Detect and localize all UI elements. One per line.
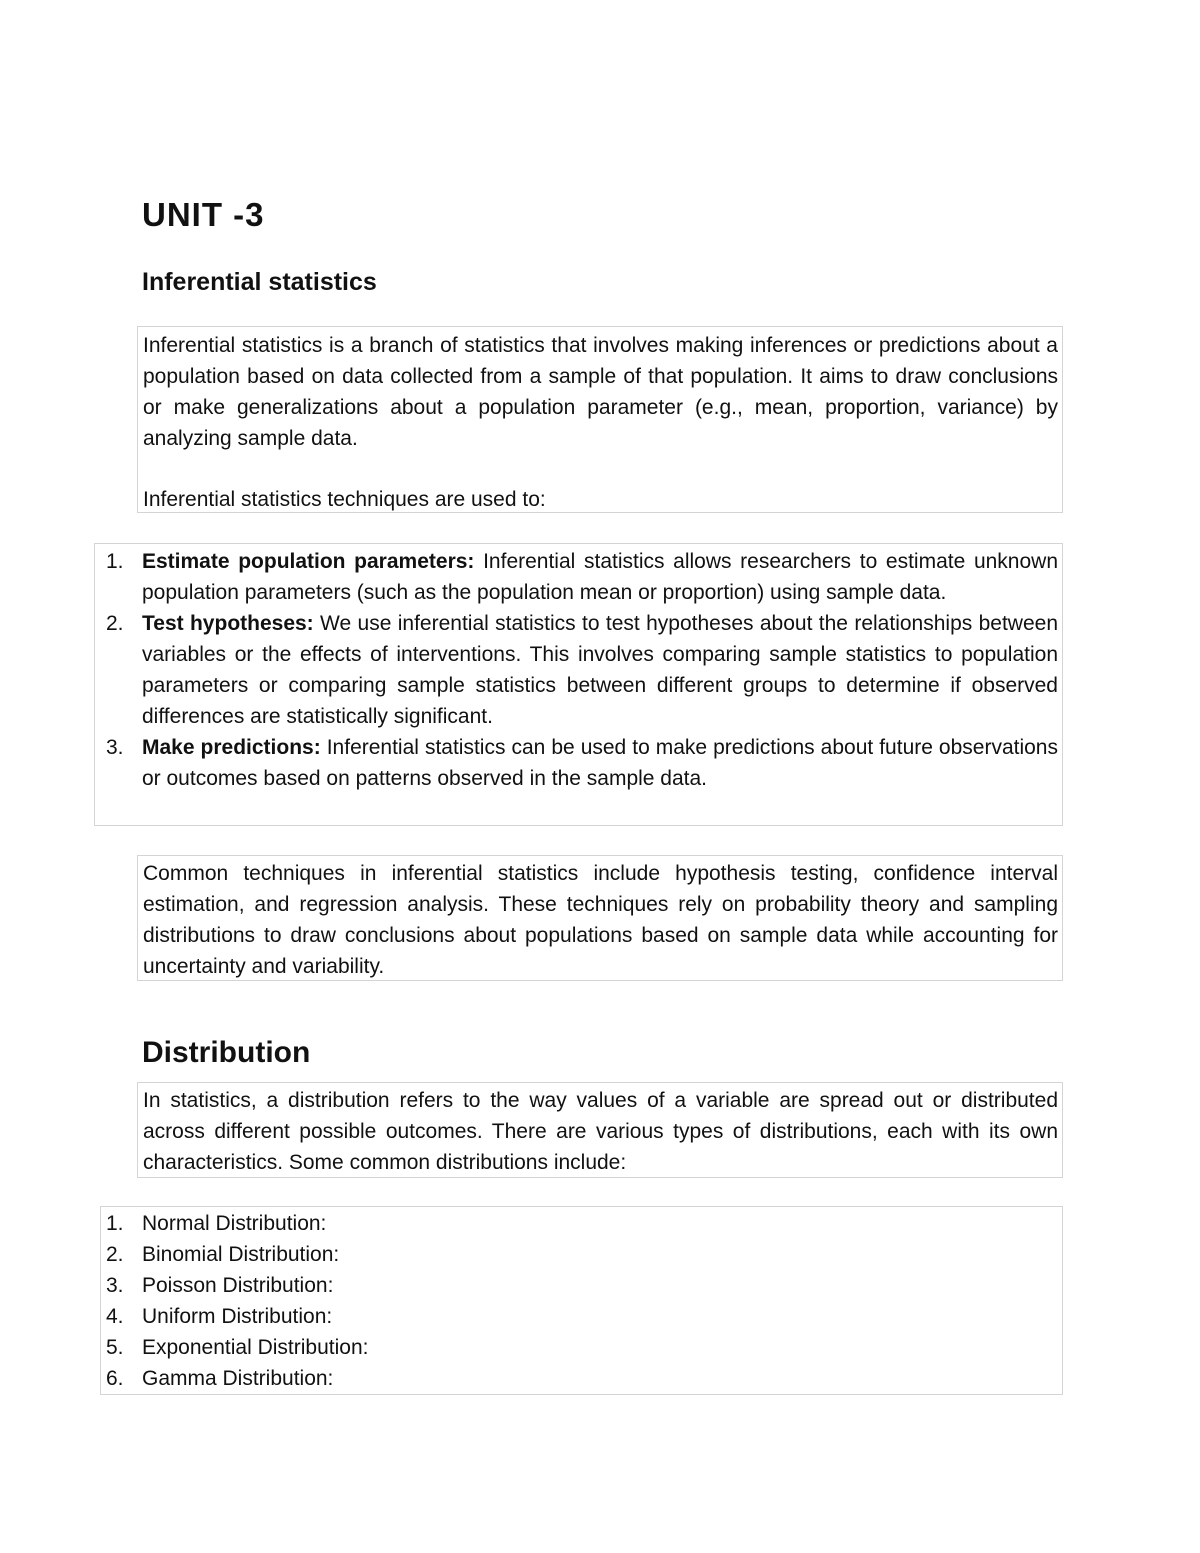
list-number: 1. [106,1212,124,1235]
list-text: Binomial Distribution: [142,1243,340,1266]
list-text: Normal Distribution: [142,1212,327,1235]
list-item [101,1208,1058,1239]
list-text: Exponential Distribution: [142,1336,369,1359]
list-text: Uniform Distribution: [142,1305,333,1328]
intro-paragraph: Inferential statistics is a branch of statistics that involves making inferences or predictions about a population based on data collected from a sample of that population. It aims to draw conclusions or make generalizations about a population parameter (e.g., mean, proportion, variance) by analyzing sample data. [143,334,1058,450]
uses-list [95,546,1058,794]
common-techniques-box [137,855,1063,981]
list-number: 2. [106,612,124,635]
distribution-list-box [100,1206,1063,1395]
uses-list-box [94,543,1063,826]
list-number: 2. [106,1243,124,1266]
list-item [101,1332,1058,1363]
list-item [95,546,1058,608]
list-item [95,732,1058,794]
unit-title: UNIT -3 [142,196,265,233]
distribution-text-box [137,1082,1063,1178]
list-text: Inferential statistics allows researchers to estimate unknown population parameters (such as the population mean or proportion) using sample data. [142,550,1059,604]
list-term: Test hypotheses: [142,612,314,635]
list-number: 4. [106,1305,124,1328]
section-heading-inferential: Inferential statistics [142,268,377,296]
section-heading-distribution: Distribution [142,1036,311,1069]
list-number: 1. [106,550,124,573]
list-text: Inferential statistics can be used to make predictions about future observations or outcomes based on patterns observed in the sample data. [142,736,1058,790]
list-item [95,608,1058,732]
list-text: Poisson Distribution: [142,1274,334,1297]
list-number: 5. [106,1336,124,1359]
distribution-paragraph: In statistics, a distribution refers to the way values of a variable are spread out or distributed across different possible outcomes. There are various types of distributions, each with its own characteristics. Some common distributions include: [143,1089,1058,1174]
common-techniques-paragraph: Common techniques in inferential statistics include hypothesis testing, confidence interval estimation, and regression analysis. These techniques rely on probability theory and sampling distributions to draw conclusions about populations based on sample data while accounting for uncertainty and variability. [143,862,1058,978]
list-item [101,1239,1058,1270]
list-item [101,1301,1058,1332]
list-text: We use inferential statistics to test hypotheses about the relationships between variables or the effects of interventions. This involves comparing sample statistics to population parameters or comparing sample statistics between different groups to determine if observed differences are statistically significant. [142,612,1058,728]
list-text: Gamma Distribution: [142,1367,334,1390]
techniques-lead: Inferential statistics techniques are used to: [143,488,546,511]
list-item [101,1270,1058,1301]
distribution-list [101,1208,1058,1394]
intro-text-box [137,326,1063,513]
list-number: 3. [106,1274,124,1297]
list-item [101,1363,1058,1394]
list-term: Make predictions: [142,736,321,759]
list-number: 6. [106,1367,124,1390]
list-number: 3. [106,736,124,759]
list-term: Estimate population parameters: [142,550,475,573]
